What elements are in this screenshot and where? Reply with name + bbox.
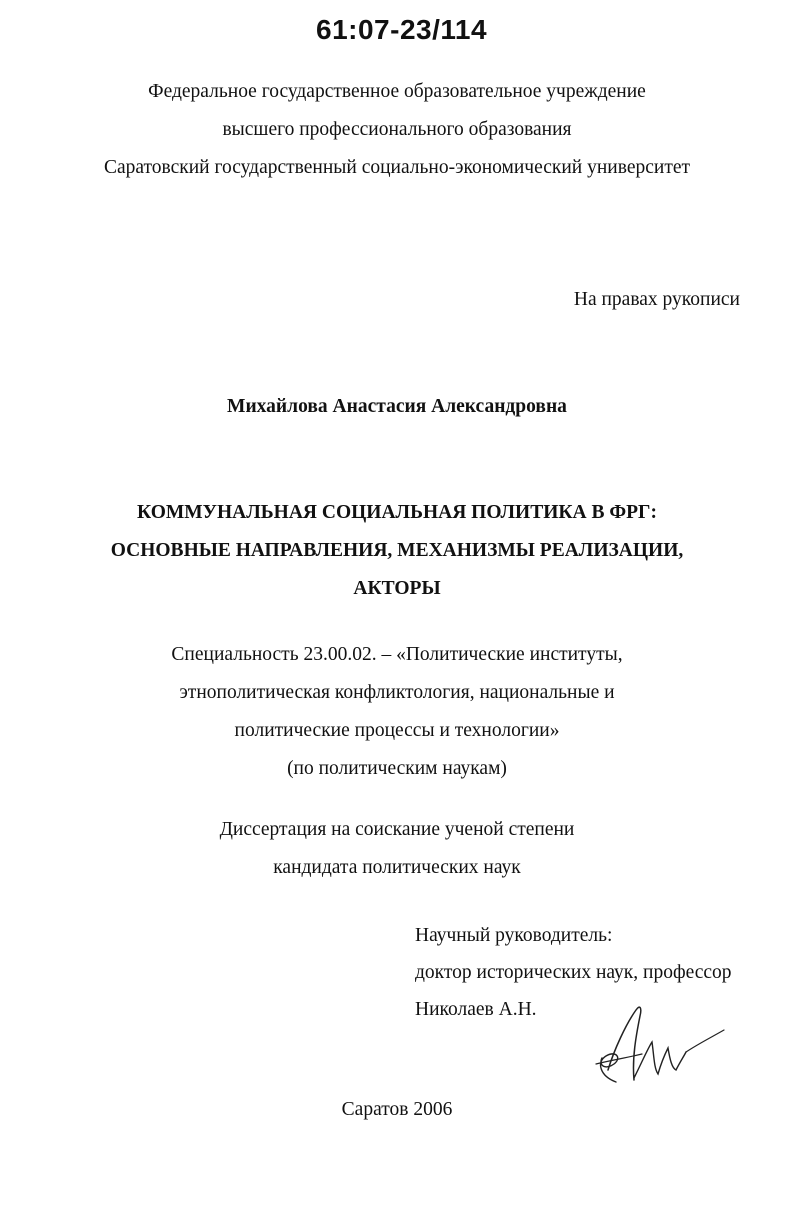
manuscript-note: На правах рукописи (573, 289, 740, 310)
title-line: АКТОРЫ (353, 578, 441, 599)
degree-line: Диссертация на соискание ученой степени (219, 819, 575, 840)
institution-line: Федеральное государственное образовательное учреждение (148, 81, 646, 102)
supervisor-name: Николаев А.Н. (415, 999, 537, 1020)
supervisor-title: доктор исторических наук, профессор (415, 962, 732, 983)
specialty-line: (по политическим наукам) (287, 758, 507, 779)
supervisor-label: Научный руководитель: (415, 925, 613, 946)
degree-block (0, 811, 794, 887)
specialty-line: этнополитическая конфликтология, национальные и (179, 682, 615, 703)
institution-line: Саратовский государственный социально-экономический университет (103, 157, 691, 178)
specialty-block (0, 636, 794, 788)
title-line: КОММУНАЛЬНАЯ СОЦИАЛЬНАЯ ПОЛИТИКА В ФРГ: (137, 502, 657, 523)
title-line: ОСНОВНЫЕ НАПРАВЛЕНИЯ, МЕХАНИЗМЫ РЕАЛИЗАЦИИ, (110, 540, 684, 561)
city-year: Саратов 2006 (341, 1099, 453, 1120)
shelf-mark: 61:07-23/114 (316, 14, 488, 45)
specialty-line: Специальность 23.00.02. – «Политические институты, (171, 644, 623, 665)
specialty-line: политические процессы и технологии» (234, 720, 560, 741)
institution-block (0, 73, 794, 187)
dissertation-title (0, 494, 794, 608)
degree-line: кандидата политических наук (273, 857, 521, 878)
institution-line: высшего профессионального образования (222, 119, 572, 140)
handwritten-signature (592, 1000, 730, 1092)
author-name: Михайлова Анастасия Александровна (227, 396, 567, 417)
